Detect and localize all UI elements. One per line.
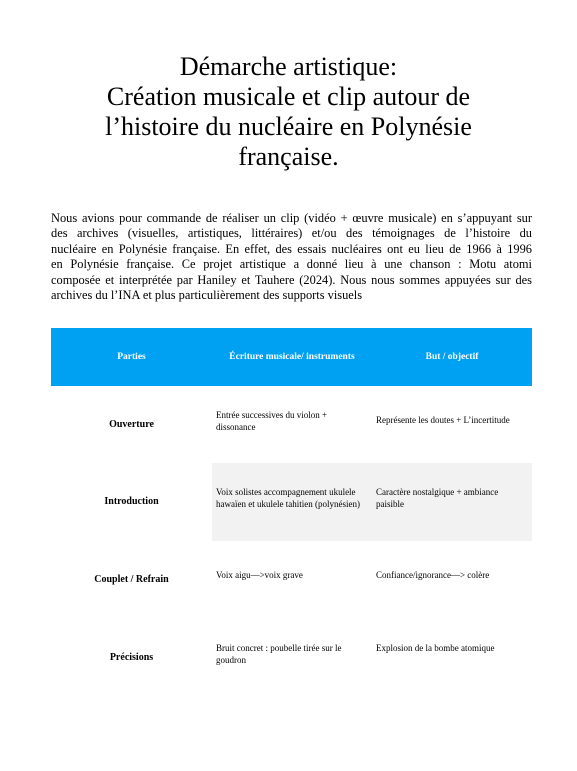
row-goal [372, 386, 532, 463]
intro-line: en Polynésie française. Ce projet artistique a donné lieu à une chanson : Motu atomi [51, 257, 532, 272]
row-part-label: Précisions [109, 652, 154, 664]
row-music [212, 386, 372, 463]
row-music-text: Entrée successives du violon + dissonance [216, 410, 328, 432]
row-goal-text: Explosion de la bombe atomique [376, 643, 495, 653]
table-header-row [51, 328, 532, 386]
title-line: française. [238, 142, 339, 171]
table-row [51, 463, 532, 541]
table-row [51, 541, 532, 619]
row-part-label: Couplet / Refrain [94, 574, 169, 586]
intro-paragraph [51, 211, 532, 303]
intro-line: nucléaire en Polynésie française. En effet, des essais nucléaires ont eu lieu de 1966 à 1996 [51, 241, 532, 256]
row-part [51, 386, 212, 463]
intro-line: Nous avions pour commande de réaliser un clip (vidéo + œuvre musicale) en s’appuyant sur [51, 211, 532, 225]
row-music [212, 541, 372, 619]
composition-table [51, 328, 532, 697]
title-line: l’histoire du nucléaire en Polynésie [105, 112, 472, 141]
row-music-text: Bruit concret : poubelle tirée sur le goudron [216, 643, 342, 665]
header-but: But / objectif [372, 328, 532, 386]
row-part-label: Introduction [104, 496, 159, 508]
row-goal-text: Confiance/ignorance—> colère [376, 570, 490, 580]
row-part [51, 541, 212, 619]
title-line: Démarche artistique: [179, 52, 398, 81]
row-goal [372, 619, 532, 697]
intro-line: composée et interprétée par Haniley et Tauhere (2024). Nous nous sommes appuyées sur des [51, 272, 532, 287]
row-music [212, 463, 372, 541]
table-row [51, 386, 532, 463]
row-music-text: Voix aigu—>voix grave [216, 570, 303, 580]
page-title [40, 52, 537, 172]
row-part [51, 463, 212, 541]
row-part [51, 619, 212, 697]
intro-line: des archives (visuelles, artistiques, littéraires) et/ou des témoignages de l’histoire du [51, 226, 532, 241]
row-goal-text: Caractère nostalgique + ambiance paisible [376, 487, 499, 509]
intro-line: archives du l’INA et plus particulièrement des supports visuels [51, 288, 363, 303]
row-goal-text: Représente les doutes + L’incertitude [376, 415, 510, 425]
title-line: Création musicale et clip autour de [106, 82, 471, 111]
header-parties: Parties [51, 328, 212, 386]
row-music-text: Voix solistes accompagnement ukulele hawaïen et ukulele tahitien (polynésien) [216, 487, 360, 509]
header-ecriture: Écriture musicale/ instruments [212, 328, 372, 386]
row-goal [372, 463, 532, 541]
table-row [51, 619, 532, 697]
row-goal [372, 541, 532, 619]
row-part-label: Ouverture [109, 418, 154, 430]
row-music [212, 619, 372, 697]
